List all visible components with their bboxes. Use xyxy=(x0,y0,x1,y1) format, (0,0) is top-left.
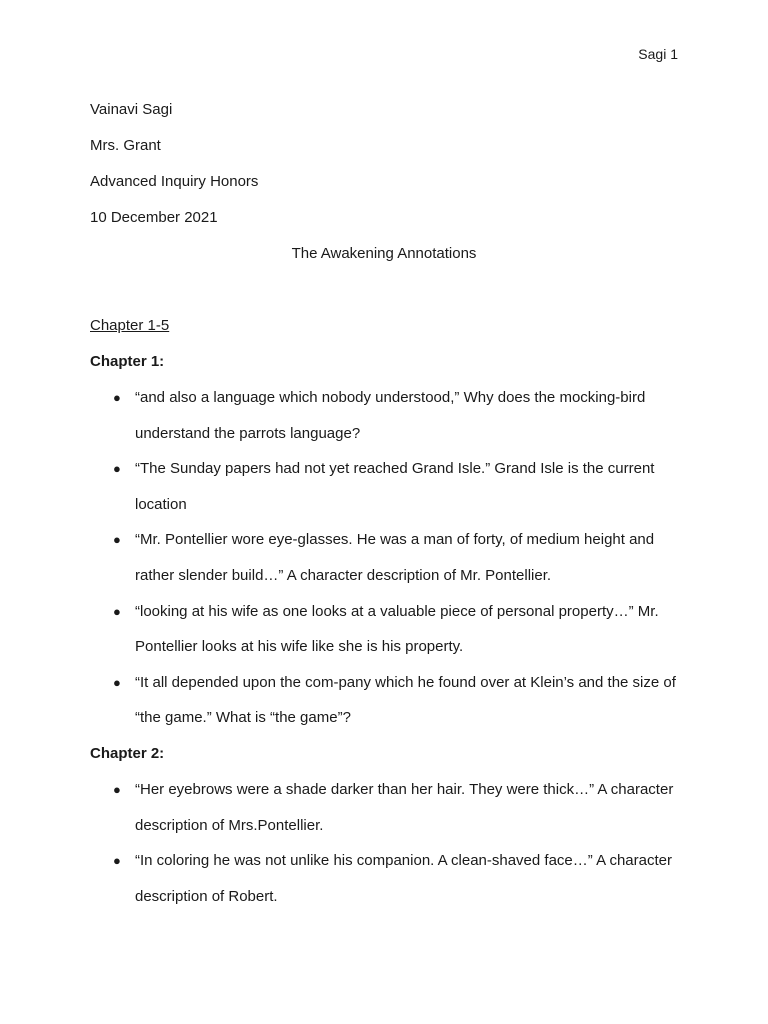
section-label: Chapter 1-5 xyxy=(90,317,170,334)
document-body xyxy=(90,92,680,914)
chapter-2-annotations xyxy=(90,772,680,914)
student-name: Vainavi Sagi xyxy=(90,101,173,118)
annotation-item xyxy=(90,380,680,451)
blank-line xyxy=(90,272,680,308)
annotation-item xyxy=(90,665,680,736)
chapter-1-annotations xyxy=(90,380,680,736)
annotation-text: “looking at his wife as one looks at a valuable piece of personal property…” Mr. Pontellier looks at his wife like she is his property. xyxy=(135,602,659,656)
bullet-icon: ● xyxy=(113,674,121,690)
bullet-icon: ● xyxy=(113,853,121,869)
page-header-number: Sagi 1 xyxy=(638,46,678,62)
annotation-item xyxy=(90,843,680,914)
chapter-heading: Chapter 1: xyxy=(90,353,165,370)
annotation-item xyxy=(90,451,680,522)
annotation-item xyxy=(90,594,680,665)
annotation-text: “In coloring he was not unlike his companion. A clean-shaved face…” A character description of Robert. xyxy=(135,852,672,905)
annotation-item xyxy=(90,772,680,843)
document-title: The Awakening Annotations xyxy=(291,245,477,262)
teacher-name: Mrs. Grant xyxy=(90,137,161,154)
bullet-icon: ● xyxy=(113,532,121,548)
annotation-text: “The Sunday papers had not yet reached Grand Isle.” Grand Isle is the current location xyxy=(135,460,655,513)
annotation-text: “Her eyebrows were a shade darker than her hair. They were thick…” A character description of Mrs.Pontellier. xyxy=(135,780,674,834)
bullet-icon: ● xyxy=(113,461,121,477)
annotation-text: “and also a language which nobody understood,” Why does the mocking-bird understand the parrots language? xyxy=(135,389,646,442)
document-date: 10 December 2021 xyxy=(90,209,218,226)
bullet-icon: ● xyxy=(113,781,121,797)
course-name: Advanced Inquiry Honors xyxy=(90,173,259,190)
bullet-icon: ● xyxy=(113,603,121,619)
bullet-icon: ● xyxy=(113,390,121,405)
annotation-text: “Mr. Pontellier wore eye-glasses. He was a man of forty, of medium height and rather slender build…” A character description of Mr. Pontellier. xyxy=(135,531,655,584)
chapter-heading: Chapter 2: xyxy=(90,744,165,762)
annotation-item xyxy=(90,522,680,593)
annotation-text: “It all depended upon the com-pany which he found over at Klein’s and the size of “the game.” What is “the game”? xyxy=(135,673,676,727)
